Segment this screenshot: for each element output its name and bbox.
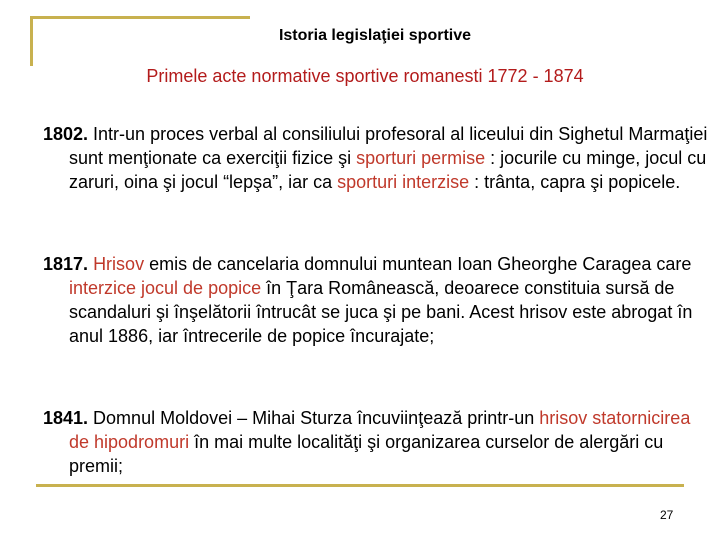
paragraph-text: Intr-un proces verbal al consiliului profesoral al liceului din Sighetul Marmaţiei sunt menţionate ca exerciţii fizice şi bbox=[69, 124, 708, 168]
year-label: 1802. bbox=[43, 124, 89, 144]
year-label: 1817. bbox=[43, 254, 89, 274]
corner-accent-horizontal bbox=[30, 16, 250, 19]
highlight-text: interzice jocul de popice bbox=[69, 278, 262, 298]
year-label: 1841. bbox=[43, 408, 89, 428]
highlight-text: sporturi permise bbox=[356, 148, 486, 168]
paragraph-1817 bbox=[43, 252, 709, 348]
paragraph-text: : trânta, capra şi popicele. bbox=[469, 172, 681, 192]
highlight-text: sporturi interzise bbox=[337, 172, 470, 192]
corner-accent-vertical bbox=[30, 16, 33, 66]
highlight-text: Hrisov bbox=[93, 254, 145, 274]
page-number: 27 bbox=[660, 508, 674, 522]
paragraph-1802 bbox=[43, 122, 709, 194]
paragraph-text: Domnul Moldovei – Mihai Sturza încuviinţează printr-un bbox=[88, 408, 540, 428]
slide-subtitle: Primele acte normative sportive romanesti 1772 - 1874 bbox=[146, 66, 584, 86]
paragraph-text: emis de cancelaria domnului muntean Ioan Gheorghe Caragea care bbox=[144, 254, 692, 274]
highlight-text: hrisov statornicirea de hipodromuri bbox=[69, 408, 691, 452]
paragraph-1841 bbox=[43, 406, 709, 478]
paragraph-text: în mai multe localităţi şi organizarea curselor de alergări cu premii; bbox=[69, 432, 664, 476]
bottom-divider bbox=[36, 484, 684, 487]
slide-title: Istoria legislaţiei sportive bbox=[278, 27, 472, 44]
paragraph-text: în Ţara Românească, deoarece constituia sursă de scandaluri şi înşelătorii întrucât se juca şi pe bani. Acest hrisov este abrogat în anul 1886, iar întrecerile de popice încurajate; bbox=[69, 278, 693, 346]
paragraph-text: : jocurile cu minge, jocul cu zaruri, oina şi jocul “lepşa”, iar ca bbox=[69, 148, 707, 192]
